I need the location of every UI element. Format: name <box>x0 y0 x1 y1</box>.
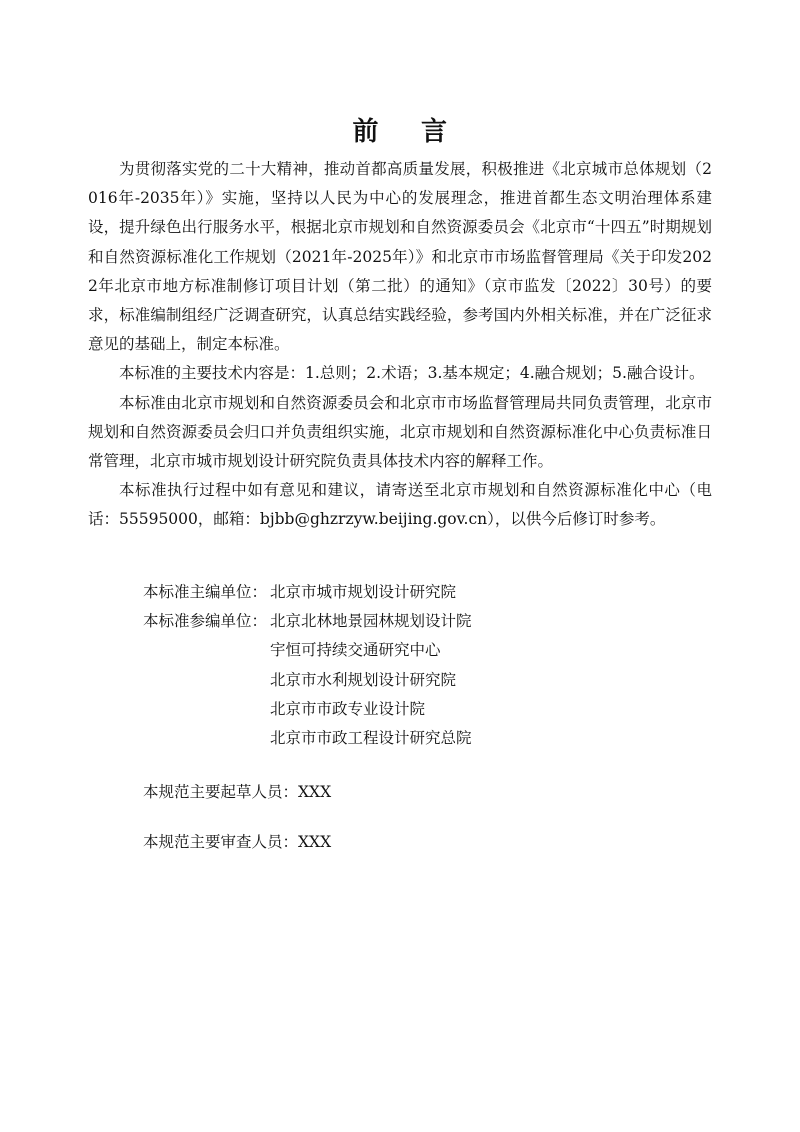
organization-row <box>88 695 712 724</box>
drafters-section <box>88 778 712 807</box>
organization-label: 本标准主编单位： <box>143 583 268 601</box>
organization-value: 北京市城市规划设计研究院 <box>270 583 457 601</box>
paragraph-background-basis: 为贯彻落实党的二十大精神，推动首都高质量发展，积极推进《北京城市总体规划（2016年-2035年）》实施，坚持以人民为中心的发展理念，推进首都生态文明治理体系建设，提升绿色出行服务水平，根据北京市规划和自然资源委员会《北京市“十四五”时期规划和自然资源标准化工作规划（2021年-2025年）》和北京市市场监督管理局《关于印发2022年北京市地方标准制修订项目计划（第二批）的通知》（京市监发〔2022〕30号）的要求，标准编制组经广泛调查研究，认真总结实践经验，参考国内外相关标准，并在广泛征求意见的基础上，制定本标准。 <box>88 160 712 354</box>
organization-value: 宇恒可持续交通研究中心 <box>270 641 441 660</box>
organization-row <box>88 666 712 695</box>
organization-value: 北京市市政专业设计院 <box>270 699 426 718</box>
paragraph-feedback-contact: 本标准执行过程中如有意见和建议，请寄送至北京市规划和自然资源标准化中心（电话：55595000，邮箱：bjbb@ghzrzyw.beijing.gov.cn），以供今后修订时参考。 <box>88 481 712 529</box>
organization-row <box>88 724 712 753</box>
organization-row <box>88 636 712 665</box>
page-title <box>0 115 800 149</box>
organization-label: 本标准参编单位： <box>143 612 268 631</box>
organization-value: 北京北林地景园林规划设计院 <box>270 612 472 631</box>
page-title-char-1: 前 <box>352 117 379 148</box>
preface-body <box>88 155 712 535</box>
paragraph-administration: 本标准由北京市规划和自然资源委员会和北京市市场监督管理局共同负责管理，北京市规划和自然资源委员会归口并负责组织实施，北京市规划和自然资源标准化中心负责标准日常管理，北京市城市规划设计研究院负责具体技术内容的解释工作。 <box>88 393 712 471</box>
organization-value: 北京市水利规划设计研究院 <box>270 670 457 689</box>
organization-list <box>88 578 712 753</box>
organization-value: 北京市市政工程设计研究总院 <box>270 728 472 747</box>
organization-row <box>88 607 712 636</box>
reviewers-section <box>88 828 712 857</box>
reviewers-line: 本规范主要审查人员：XXX <box>143 833 332 851</box>
organization-row <box>88 578 712 607</box>
page-title-char-2: 言 <box>421 117 448 148</box>
drafters-line: 本规范主要起草人员：XXX <box>143 783 332 801</box>
paragraph-technical-contents: 本标准的主要技术内容是：1.总则；2.术语；3.基本规定；4.融合规划；5.融合设计。 <box>119 364 705 383</box>
